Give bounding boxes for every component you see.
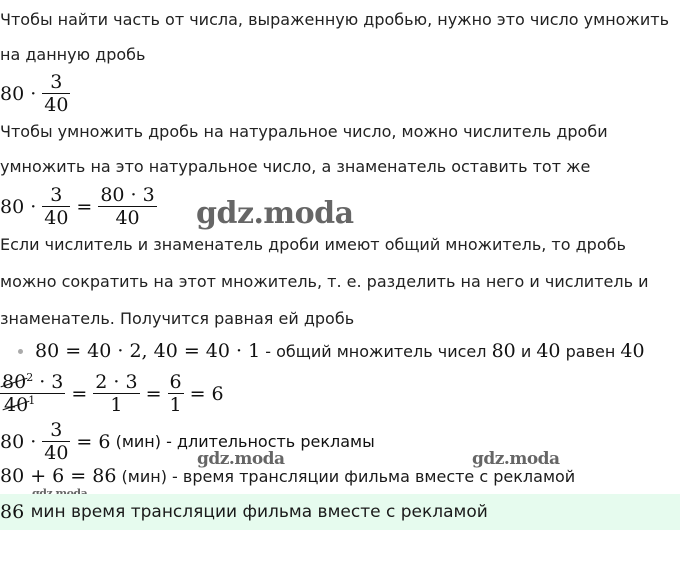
text-line-4: умножить на это натуральное число, а знаменатель оставить тот же <box>0 157 591 176</box>
eq2-dot: · <box>30 195 37 218</box>
equation-3 <box>0 371 224 416</box>
eq4-text: (мин) - длительность рекламы <box>110 432 375 451</box>
bullet-number-3: 40 <box>620 340 645 362</box>
text-line-6: можно сократить на этот множитель, т. е. разделить на него и числитель и <box>0 272 649 291</box>
eq1-denominator: 40 <box>44 94 69 116</box>
watermark-small-2: gdz.moda <box>472 449 560 469</box>
eq3-denominator-3: 1 <box>169 394 182 416</box>
eq3-cancelled-80: 80 <box>2 371 27 393</box>
eq2-numerator-2: 80 · 3 <box>100 184 155 206</box>
eq3-equals-2: = <box>145 382 162 405</box>
eq3-numerator-1 <box>0 371 65 394</box>
eq5-math: 80 + 6 = 86 <box>0 465 117 487</box>
bullet-number-1: 80 <box>491 340 516 362</box>
eq1-dot: · <box>30 82 37 105</box>
bullet-number-2: 40 <box>536 340 561 362</box>
watermark-large: gdz.moda <box>196 196 354 231</box>
eq3-fraction-1 <box>0 371 65 416</box>
text-line-7: знаменатель. Получится равная ей дробь <box>0 309 355 328</box>
eq3-result: = 6 <box>189 382 224 405</box>
answer-number: 86 <box>0 501 25 523</box>
eq3-numerator-2: 2 · 3 <box>95 371 138 393</box>
eq4-numerator: 3 <box>42 419 70 442</box>
eq2-fraction-1 <box>42 184 70 229</box>
eq3-numerator-3: 6 <box>169 371 182 393</box>
text-line-1: Чтобы найти часть от числа, выраженную дробью, нужно это число умножить <box>0 10 669 29</box>
eq3-denominator-1 <box>0 394 65 416</box>
eq3-fraction-3 <box>168 371 184 416</box>
bullet-math-2: 40 = 40 · 1 <box>153 340 261 362</box>
answer-box <box>0 494 680 530</box>
eq2-denominator-2: 40 <box>115 207 140 229</box>
eq2-fraction-2 <box>98 184 156 229</box>
eq1-fraction <box>42 71 70 116</box>
eq2-numerator-1: 3 <box>42 184 70 207</box>
eq3-equals-1: = <box>71 382 88 405</box>
answer-text: мин время трансляции фильма вместе с рекламой <box>25 502 488 522</box>
eq4-dot: · <box>30 430 37 453</box>
eq4-number: 80 <box>0 430 25 453</box>
eq3-cancelled-40: 40 <box>4 394 29 416</box>
eq2-equals: = <box>76 195 93 218</box>
eq3-fraction-2 <box>93 371 139 416</box>
equation-2 <box>0 184 157 229</box>
bullet-math-1: 80 = 40 · 2, <box>35 340 148 362</box>
text-line-5: Если числитель и знаменатель дроби имеют общий множитель, то дробь <box>0 235 626 254</box>
eq3-reduced-1: 1 <box>28 394 36 407</box>
eq4-fraction <box>42 419 70 464</box>
eq1-number: 80 <box>0 82 25 105</box>
bullet-text-1: - общий множитель чисел <box>260 341 492 361</box>
bullet-text-and: и <box>515 341 537 361</box>
bullet-line <box>0 340 645 362</box>
eq3-denominator-2: 1 <box>110 394 123 416</box>
eq2-number: 80 <box>0 195 25 218</box>
bullet-text-2: равен <box>560 341 621 361</box>
eq3-reduced-2: 2 <box>26 371 34 384</box>
eq5-text: (мин) - время трансляции фильма вместе с рекламой <box>116 466 576 486</box>
eq1-numerator: 3 <box>42 71 70 94</box>
eq4-result: = 6 <box>76 430 111 453</box>
eq4-denominator: 40 <box>44 442 69 464</box>
equation-4 <box>0 419 375 464</box>
equation-5 <box>0 465 575 487</box>
text-line-3: Чтобы умножить дробь на натуральное число, можно числитель дроби <box>0 122 608 141</box>
equation-1 <box>0 71 70 116</box>
eq2-denominator-1: 40 <box>44 207 69 229</box>
watermark-small-1: gdz.moda <box>197 449 285 469</box>
eq3-times-3: · 3 <box>39 371 64 393</box>
text-line-2: на данную дробь <box>0 45 146 64</box>
bullet-dot-icon <box>18 349 23 354</box>
